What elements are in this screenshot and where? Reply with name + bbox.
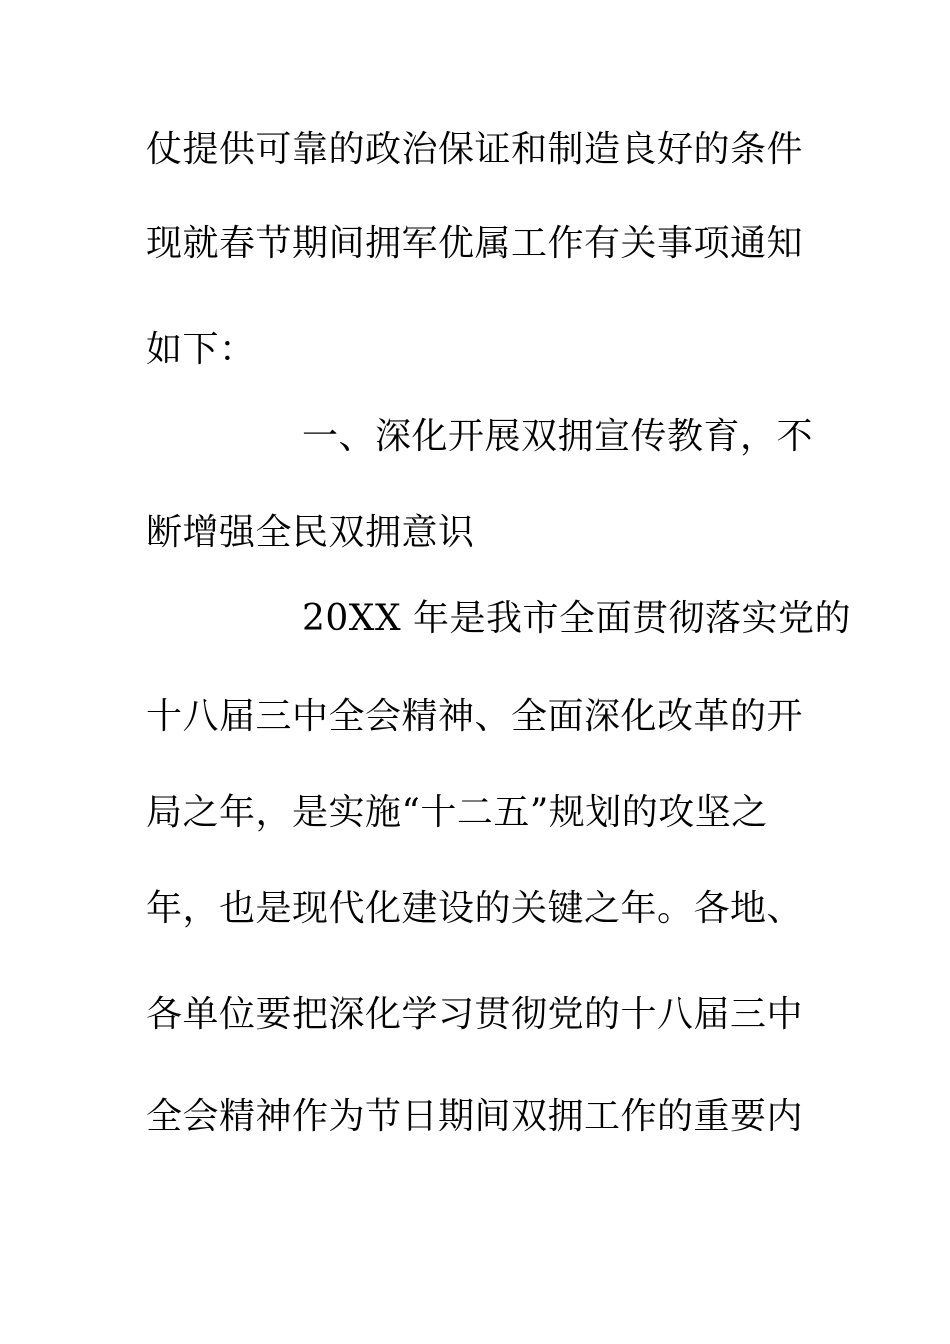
paragraph-first-line: 20XX 年是我市全面贯彻落实党的 xyxy=(302,598,852,639)
text-line: 全会精神作为节日期间双拥工作的重要内 xyxy=(146,1096,804,1137)
text-line: 局之年，是实施“十二五”规划的攻坚之 xyxy=(146,792,768,833)
text-line: 现就春节期间拥军优属工作有关事项通知 xyxy=(146,223,804,264)
text-line: 如下： xyxy=(146,329,256,370)
text-line: 年，也是现代化建设的关键之年。各地、 xyxy=(146,888,804,929)
text-line: 十八届三中全会精神、全面深化改革的开 xyxy=(146,696,804,737)
text-line: 各单位要把深化学习贯彻党的十八届三中 xyxy=(146,994,804,1035)
section-heading-line: 一、深化开展双拥宣传教育，不 xyxy=(302,416,814,457)
section-heading-line: 断增强全民双拥意识 xyxy=(146,512,475,553)
text-line: 仗提供可靠的政治保证和制造良好的条件 xyxy=(146,129,804,170)
